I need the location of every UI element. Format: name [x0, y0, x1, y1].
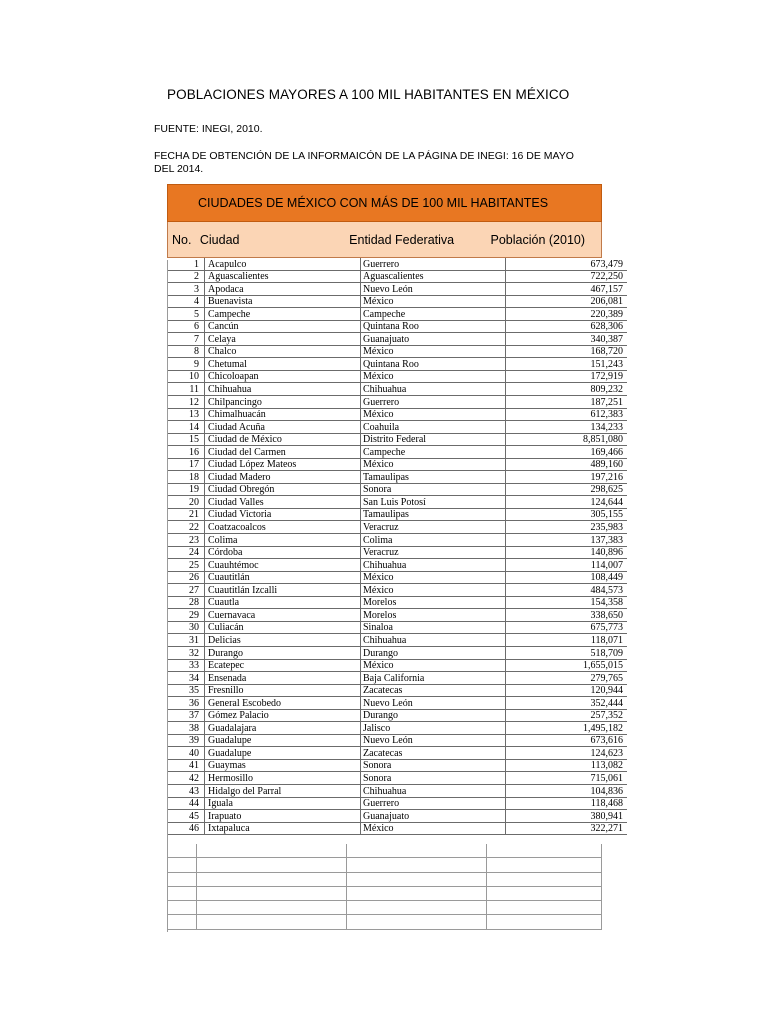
empty-cell: [347, 887, 487, 900]
cell-state: Colima: [361, 534, 506, 547]
table-row: [167, 571, 627, 584]
table-row: [167, 258, 627, 270]
empty-cell: [347, 858, 487, 871]
cell-population: 279,765: [506, 672, 628, 685]
column-header-city: Ciudad: [199, 232, 240, 247]
cell-city: Culiacán: [205, 621, 361, 634]
cell-number: 9: [167, 358, 205, 371]
cell-state: Guanajuato: [361, 333, 506, 346]
cell-state: Chihuahua: [361, 784, 506, 797]
cell-city: Ecatepec: [205, 659, 361, 672]
cell-city: Chetumal: [205, 358, 361, 371]
cell-state: Guerrero: [361, 797, 506, 810]
table-banner-label: CIUDADES DE MÉXICO CON MÁS DE 100 MIL HABITANTES: [198, 196, 549, 210]
table-row: [167, 772, 627, 785]
cell-number: 28: [167, 596, 205, 609]
empty-cell: [197, 915, 347, 928]
table-row: [167, 458, 627, 471]
table-row: [167, 609, 627, 622]
cell-state: Nuevo León: [361, 283, 506, 296]
cell-number: 38: [167, 722, 205, 735]
population-table: [167, 184, 623, 835]
cell-state: Quintana Roo: [361, 358, 506, 371]
cell-population: 137,383: [506, 534, 628, 547]
empty-row: [167, 873, 602, 887]
cell-population: 120,944: [506, 684, 628, 697]
cell-city: Campeche: [205, 308, 361, 321]
cell-number: 41: [167, 759, 205, 772]
empty-cell: [167, 873, 197, 886]
cell-state: Morelos: [361, 596, 506, 609]
table-row: [167, 270, 627, 283]
table-row: [167, 797, 627, 810]
cell-state: México: [361, 571, 506, 584]
table-left-border: [167, 260, 168, 932]
cell-state: Coahuila: [361, 421, 506, 434]
cell-city: Chihuahua: [205, 383, 361, 396]
cell-state: Sinaloa: [361, 621, 506, 634]
cell-city: Ensenada: [205, 672, 361, 685]
table-row: [167, 784, 627, 797]
cell-number: 37: [167, 709, 205, 722]
cell-population: 113,082: [506, 759, 628, 772]
empty-cell: [197, 887, 347, 900]
cell-city: Cuautla: [205, 596, 361, 609]
cell-number: 14: [167, 421, 205, 434]
table-row: [167, 722, 627, 735]
table-row: [167, 534, 627, 547]
table-row: [167, 734, 627, 747]
cell-state: Chihuahua: [361, 559, 506, 572]
cell-number: 23: [167, 534, 205, 547]
cell-population: 169,466: [506, 446, 628, 459]
table-row: [167, 747, 627, 760]
empty-cell: [487, 858, 602, 871]
cell-number: 35: [167, 684, 205, 697]
cell-city: Chalco: [205, 345, 361, 358]
cell-city: Ciudad Acuña: [205, 421, 361, 434]
cell-city: Córdoba: [205, 546, 361, 559]
cell-population: 673,479: [506, 258, 628, 270]
table-row: [167, 697, 627, 710]
cell-population: 187,251: [506, 396, 628, 409]
cell-city: Acapulco: [205, 258, 361, 270]
cell-number: 5: [167, 308, 205, 321]
cell-city: Ciudad Valles: [205, 496, 361, 509]
cell-number: 8: [167, 345, 205, 358]
cell-city: Ciudad de México: [205, 433, 361, 446]
cell-population: 197,216: [506, 471, 628, 484]
cell-state: Zacatecas: [361, 747, 506, 760]
empty-row: [167, 901, 602, 915]
cell-population: 673,616: [506, 734, 628, 747]
cell-city: Gómez Palacio: [205, 709, 361, 722]
cell-population: 352,444: [506, 697, 628, 710]
table-row: [167, 596, 627, 609]
table-row: [167, 496, 627, 509]
cell-city: Ciudad Obregón: [205, 483, 361, 496]
table-row: [167, 333, 627, 346]
cell-city: Hidalgo del Parral: [205, 784, 361, 797]
cell-population: 206,081: [506, 295, 628, 308]
empty-cell: [487, 887, 602, 900]
cell-state: Chihuahua: [361, 383, 506, 396]
empty-cell: [167, 858, 197, 871]
cell-number: 4: [167, 295, 205, 308]
cell-number: 21: [167, 508, 205, 521]
empty-cell: [167, 844, 197, 857]
cell-state: Aguascalientes: [361, 270, 506, 283]
column-header-population: Población (2010): [490, 232, 586, 247]
empty-cell: [167, 901, 197, 914]
empty-cell: [197, 901, 347, 914]
empty-rows: [167, 844, 602, 930]
cell-population: 220,389: [506, 308, 628, 321]
cell-state: Guerrero: [361, 396, 506, 409]
empty-cell: [347, 844, 487, 857]
cell-population: 257,352: [506, 709, 628, 722]
cell-population: 809,232: [506, 383, 628, 396]
cell-number: 39: [167, 734, 205, 747]
cell-population: 628,306: [506, 320, 628, 333]
cell-state: Veracruz: [361, 521, 506, 534]
column-header-state: Entidad Federativa: [349, 232, 455, 247]
cell-population: 104,836: [506, 784, 628, 797]
cell-state: Morelos: [361, 609, 506, 622]
table-row: [167, 759, 627, 772]
cell-city: Ciudad Madero: [205, 471, 361, 484]
table-row: [167, 283, 627, 296]
cell-city: Guaymas: [205, 759, 361, 772]
cell-number: 46: [167, 822, 205, 835]
table-row: [167, 508, 627, 521]
cell-population: 340,387: [506, 333, 628, 346]
cell-state: Jalisco: [361, 722, 506, 735]
cell-state: México: [361, 370, 506, 383]
cell-population: 518,709: [506, 646, 628, 659]
cell-city: Guadalupe: [205, 747, 361, 760]
cell-city: Guadalupe: [205, 734, 361, 747]
cell-state: México: [361, 295, 506, 308]
cell-city: Cuauhtémoc: [205, 559, 361, 572]
cell-number: 26: [167, 571, 205, 584]
cell-number: 43: [167, 784, 205, 797]
cell-number: 16: [167, 446, 205, 459]
empty-cell: [197, 844, 347, 857]
cell-state: Guerrero: [361, 258, 506, 270]
cell-number: 2: [167, 270, 205, 283]
column-header-number: No.: [172, 232, 192, 247]
cell-city: Chicoloapan: [205, 370, 361, 383]
table-row: [167, 483, 627, 496]
cell-state: Quintana Roo: [361, 320, 506, 333]
cell-city: Hermosillo: [205, 772, 361, 785]
table-body: [167, 258, 627, 835]
table-row: [167, 383, 627, 396]
cell-number: 7: [167, 333, 205, 346]
cell-population: 298,625: [506, 483, 628, 496]
table-row: [167, 358, 627, 371]
retrieval-date-note: FECHA DE OBTENCIÓN DE LA INFORMAICÓN DE LA PÁGINA DE INEGI: 16 DE MAYO DEL 2014.: [154, 150, 574, 175]
cell-population: 114,007: [506, 559, 628, 572]
cell-number: 24: [167, 546, 205, 559]
cell-city: Ciudad Victoria: [205, 508, 361, 521]
empty-cell: [487, 915, 602, 928]
cell-city: Aguascalientes: [205, 270, 361, 283]
cell-city: Cuautitlán: [205, 571, 361, 584]
cell-population: 154,358: [506, 596, 628, 609]
cell-population: 675,773: [506, 621, 628, 634]
cell-state: México: [361, 345, 506, 358]
cell-number: 45: [167, 810, 205, 823]
cell-number: 12: [167, 396, 205, 409]
cell-state: Durango: [361, 709, 506, 722]
cell-state: Chihuahua: [361, 634, 506, 647]
empty-cell: [197, 873, 347, 886]
cell-population: 140,896: [506, 546, 628, 559]
cell-state: Durango: [361, 646, 506, 659]
cell-population: 118,468: [506, 797, 628, 810]
cell-state: México: [361, 458, 506, 471]
empty-row: [167, 915, 602, 929]
table-row: [167, 471, 627, 484]
cell-city: Apodaca: [205, 283, 361, 296]
cell-state: Tamaulipas: [361, 471, 506, 484]
cell-state: Zacatecas: [361, 684, 506, 697]
cell-state: México: [361, 584, 506, 597]
cell-city: Cancún: [205, 320, 361, 333]
cell-number: 22: [167, 521, 205, 534]
empty-cell: [167, 915, 197, 928]
empty-row: [167, 887, 602, 901]
cell-city: General Escobedo: [205, 697, 361, 710]
table-row: [167, 295, 627, 308]
cell-number: 11: [167, 383, 205, 396]
cell-state: San Luis Potosí: [361, 496, 506, 509]
cell-city: Durango: [205, 646, 361, 659]
cell-state: Sonora: [361, 772, 506, 785]
cell-city: Fresnillo: [205, 684, 361, 697]
table-row: [167, 810, 627, 823]
cell-city: Chilpancingo: [205, 396, 361, 409]
cell-number: 27: [167, 584, 205, 597]
cell-number: 19: [167, 483, 205, 496]
cell-population: 489,160: [506, 458, 628, 471]
empty-row: [167, 844, 602, 858]
cell-number: 34: [167, 672, 205, 685]
cell-population: 305,155: [506, 508, 628, 521]
cell-number: 18: [167, 471, 205, 484]
cell-population: 8,851,080: [506, 433, 628, 446]
cell-number: 15: [167, 433, 205, 446]
cell-population: 168,720: [506, 345, 628, 358]
table-row: [167, 320, 627, 333]
cell-population: 151,243: [506, 358, 628, 371]
cell-city: Coatzacoalcos: [205, 521, 361, 534]
cell-number: 29: [167, 609, 205, 622]
cell-number: 3: [167, 283, 205, 296]
cell-state: Guanajuato: [361, 810, 506, 823]
table-row: [167, 684, 627, 697]
cell-population: 235,983: [506, 521, 628, 534]
cell-number: 42: [167, 772, 205, 785]
cell-state: Campeche: [361, 446, 506, 459]
cell-population: 484,573: [506, 584, 628, 597]
cell-state: Campeche: [361, 308, 506, 321]
cell-population: 108,449: [506, 571, 628, 584]
cell-population: 715,061: [506, 772, 628, 785]
empty-cell: [347, 873, 487, 886]
table-row: [167, 822, 627, 835]
cell-city: Ciudad López Mateos: [205, 458, 361, 471]
cell-number: 25: [167, 559, 205, 572]
cell-city: Ixtapaluca: [205, 822, 361, 835]
cell-state: Distrito Federal: [361, 433, 506, 446]
cell-number: 30: [167, 621, 205, 634]
cell-population: 124,623: [506, 747, 628, 760]
cell-number: 33: [167, 659, 205, 672]
cell-state: Nuevo León: [361, 697, 506, 710]
table-row: [167, 370, 627, 383]
cell-state: México: [361, 822, 506, 835]
table-row: [167, 659, 627, 672]
cell-city: Ciudad del Carmen: [205, 446, 361, 459]
cell-state: Nuevo León: [361, 734, 506, 747]
empty-cell: [347, 901, 487, 914]
cell-city: Irapuato: [205, 810, 361, 823]
cell-number: 40: [167, 747, 205, 760]
cell-population: 1,655,015: [506, 659, 628, 672]
table-row: [167, 521, 627, 534]
table-row: [167, 308, 627, 321]
document-title: POBLACIONES MAYORES A 100 MIL HABITANTES EN MÉXICO: [167, 87, 570, 102]
cell-number: 20: [167, 496, 205, 509]
table-row: [167, 621, 627, 634]
table-row: [167, 408, 627, 421]
cell-population: 722,250: [506, 270, 628, 283]
cell-state: Veracruz: [361, 546, 506, 559]
cell-state: México: [361, 659, 506, 672]
cell-population: 338,650: [506, 609, 628, 622]
empty-cell: [487, 873, 602, 886]
cell-population: 322,271: [506, 822, 628, 835]
empty-row: [167, 858, 602, 872]
cell-population: 172,919: [506, 370, 628, 383]
cell-number: 6: [167, 320, 205, 333]
table-row: [167, 634, 627, 647]
cell-population: 1,495,182: [506, 722, 628, 735]
cell-city: Cuernavaca: [205, 609, 361, 622]
cell-city: Guadalajara: [205, 722, 361, 735]
empty-cell: [197, 858, 347, 871]
cell-number: 13: [167, 408, 205, 421]
cell-state: Tamaulipas: [361, 508, 506, 521]
empty-cell: [487, 901, 602, 914]
cell-city: Colima: [205, 534, 361, 547]
cell-population: 380,941: [506, 810, 628, 823]
cell-city: Buenavista: [205, 295, 361, 308]
cell-number: 31: [167, 634, 205, 647]
cell-population: 612,383: [506, 408, 628, 421]
cell-state: Baja California: [361, 672, 506, 685]
cell-number: 1: [167, 258, 205, 270]
cell-city: Celaya: [205, 333, 361, 346]
cell-number: 36: [167, 697, 205, 710]
table-row: [167, 446, 627, 459]
empty-cell: [347, 915, 487, 928]
cell-city: Cuautitlán Izcalli: [205, 584, 361, 597]
cell-population: 118,071: [506, 634, 628, 647]
table-row: [167, 396, 627, 409]
empty-cell: [487, 844, 602, 857]
table-row: [167, 421, 627, 434]
cell-population: 467,157: [506, 283, 628, 296]
table-row: [167, 584, 627, 597]
empty-cell: [167, 887, 197, 900]
cell-city: Chimalhuacán: [205, 408, 361, 421]
table-banner: [167, 184, 602, 222]
cell-city: Delicias: [205, 634, 361, 647]
cell-population: 124,644: [506, 496, 628, 509]
cell-state: Sonora: [361, 759, 506, 772]
cell-number: 17: [167, 458, 205, 471]
cell-state: México: [361, 408, 506, 421]
source-note: FUENTE: INEGI, 2010.: [154, 123, 263, 135]
cell-city: Iguala: [205, 797, 361, 810]
table-row: [167, 709, 627, 722]
table-column-headers: [167, 222, 602, 258]
table-row: [167, 345, 627, 358]
table-row: [167, 546, 627, 559]
cell-number: 32: [167, 646, 205, 659]
table-row: [167, 559, 627, 572]
table-row: [167, 672, 627, 685]
table-row: [167, 646, 627, 659]
table-row: [167, 433, 627, 446]
cell-population: 134,233: [506, 421, 628, 434]
cell-number: 44: [167, 797, 205, 810]
cell-state: Sonora: [361, 483, 506, 496]
cell-number: 10: [167, 370, 205, 383]
